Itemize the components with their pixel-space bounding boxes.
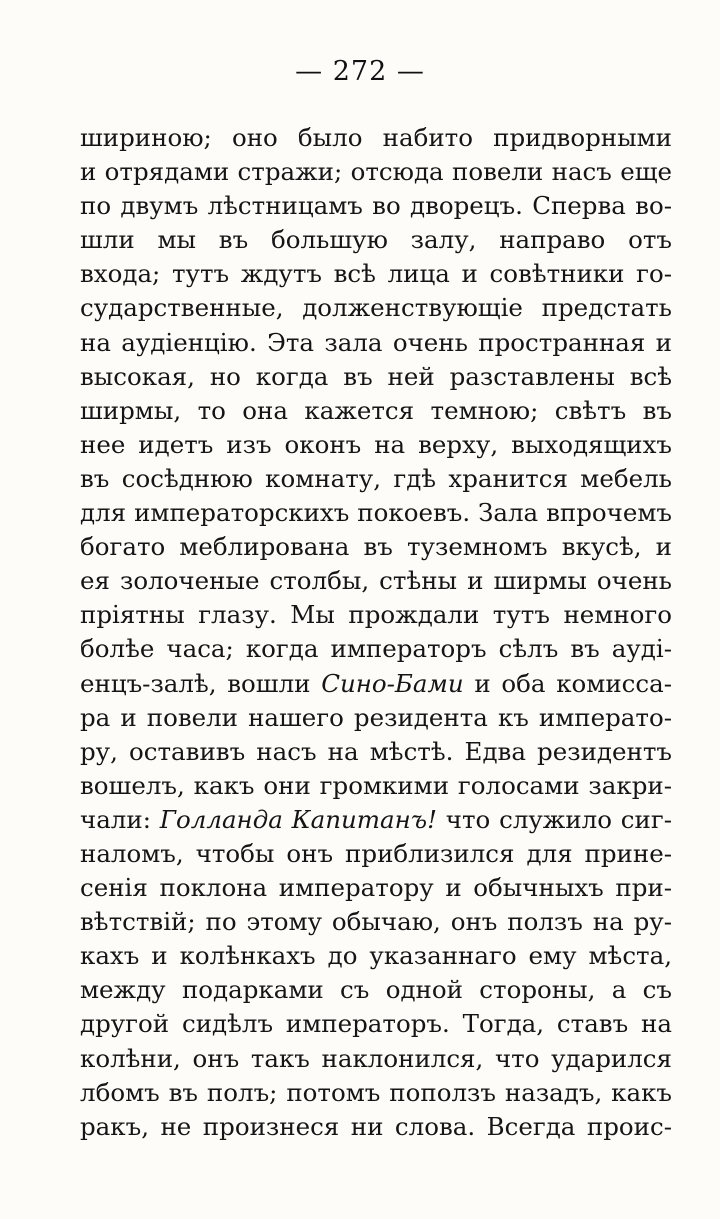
body-text	[80, 121, 672, 1144]
text-line: болѣе часа; когда императоръ сѣлъ въ ауді-	[80, 634, 672, 664]
text-line: сударственные, долженствующіе предстать	[80, 293, 672, 323]
text-line: ру, оставивъ насъ на мѣстѣ. Едва резидентъ	[80, 736, 672, 766]
text-run: и оба комисса-	[463, 668, 672, 698]
text-line: ея золоченые столбы, стѣны и ширмы очень	[80, 566, 672, 596]
text-line: въ сосѣднюю комнату, гдѣ хранится мебель	[80, 463, 672, 493]
text-line-mixed	[80, 667, 672, 701]
text-line: вошелъ, какъ они громкими голосами закри-	[80, 770, 672, 800]
text-line: нее идетъ изъ оконъ на верху, выходящихъ	[80, 429, 672, 459]
text-line: лбомъ въ полъ; потомъ поползъ назадъ, какъ	[80, 1077, 672, 1107]
text-line: ширмы, то она кажется темною; свѣтъ въ	[80, 395, 672, 425]
italic-name: Сино-Бами	[321, 668, 464, 698]
text-line: кахъ и колѣнкахъ до указаннаго ему мѣста,	[80, 941, 672, 971]
text-line: колѣни, онъ такъ наклонился, что ударился	[80, 1043, 672, 1073]
text-line: сенія поклона императору и обычныхъ при-	[80, 873, 672, 903]
text-run: что служило сиг-	[436, 804, 672, 834]
text-line: вѣтствій; по этому обычаю, онъ ползъ на ру-	[80, 907, 672, 937]
text-line: высокая, но когда въ ней разставлены всѣ	[80, 361, 672, 391]
text-line: наломъ, чтобы онъ приблизился для прине-	[80, 838, 672, 868]
page-number: — 272 —	[295, 56, 425, 87]
text-line: входа; тутъ ждутъ всѣ лица и совѣтники го-	[80, 259, 672, 289]
text-run: чали:	[80, 804, 160, 834]
text-line: шириною; оно было набито придворными	[80, 123, 672, 152]
text-line: между подарками съ одной стороны, а съ	[80, 975, 672, 1005]
text-line: пріятны глазу. Мы прождали тутъ немного	[80, 600, 672, 630]
text-line: и отрядами стражи; отсюда повели насъ еще	[80, 157, 672, 187]
text-line: ра и повели нашего резидента къ императо-	[80, 702, 672, 732]
text-line: ракъ, не произнеся ни слова. Всегда проис-	[80, 1111, 672, 1141]
italic-exclamation: Голланда Капитанъ!	[159, 804, 437, 834]
text-line: для императорскихъ покоевъ. Зала впрочемъ	[80, 498, 672, 528]
text-line: по двумъ лѣстницамъ во дворецъ. Сперва во-	[80, 191, 672, 221]
text-line: богато меблирована въ туземномъ вкусѣ, и	[80, 532, 672, 562]
text-run: енцъ-залѣ, вошли	[80, 668, 322, 698]
text-line: другой сидѣлъ императоръ. Тогда, ставъ на	[80, 1009, 672, 1039]
text-line: шли мы въ большую залу, направо отъ	[80, 225, 672, 255]
text-line-mixed	[80, 803, 672, 837]
text-line: на аудіенцію. Эта зала очень пространная и	[80, 327, 672, 357]
